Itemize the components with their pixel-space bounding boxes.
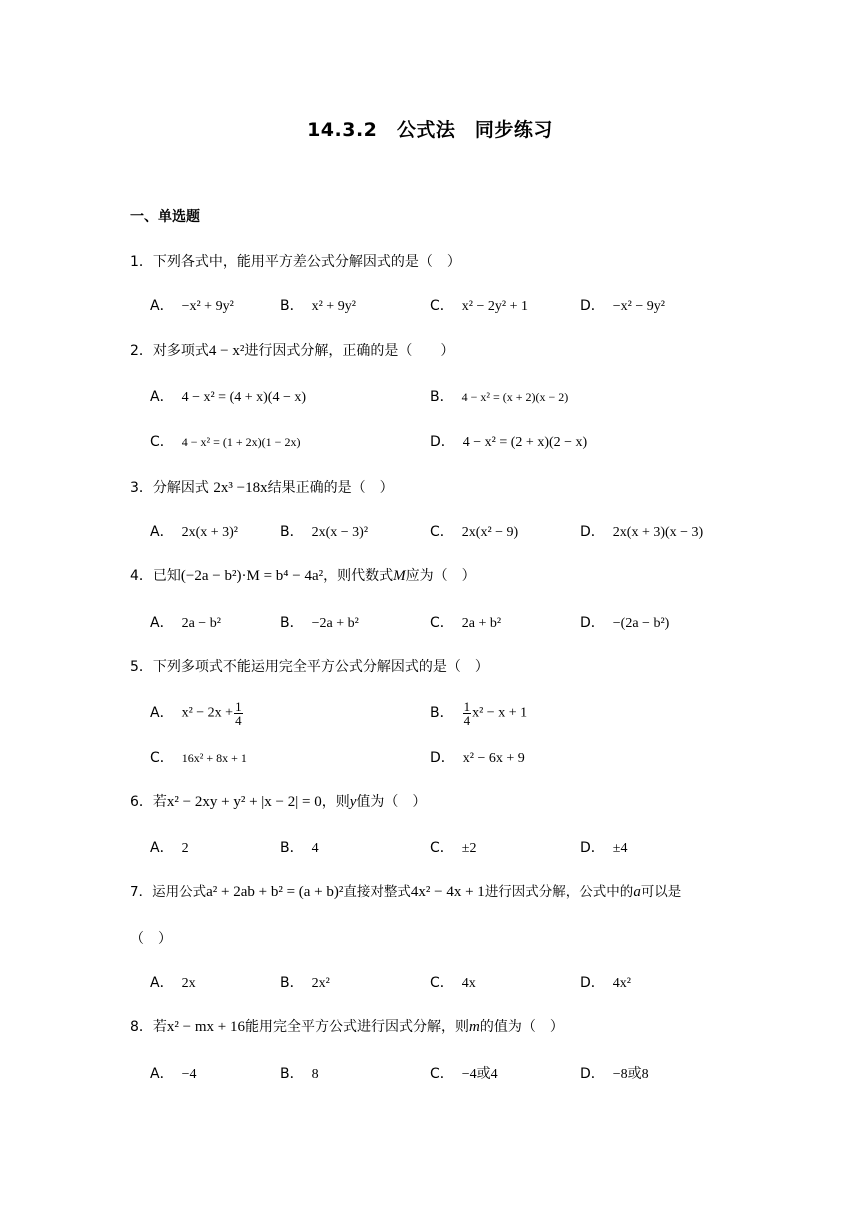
q3-option-a[interactable]: A． 2x(x + 3)² — [150, 524, 238, 540]
q6-option-a[interactable]: A． 2 — [150, 840, 189, 856]
q3-stem-expression: 2x³ −18x — [213, 480, 268, 496]
q4-option-b[interactable]: B． −2a + b² — [280, 615, 359, 631]
q4-option-c-value: 2a + b² — [461, 616, 502, 631]
q3-option-a-value: 2x(x + 3)² — [181, 525, 238, 540]
q7-option-a[interactable]: A． 2x — [150, 975, 196, 991]
q3-option-b[interactable]: B． 2x(x − 3)² — [280, 524, 369, 540]
q6-option-b-value: 4 — [311, 841, 319, 856]
q8-option-b[interactable]: B． 8 — [280, 1066, 319, 1082]
page-title: 14.3.2 公式法 同步练习 — [307, 119, 553, 141]
q5-option-c-value: 16x² + 8x + 1 — [181, 751, 247, 765]
q7-option-b-value: 2x² — [311, 976, 330, 991]
question-5-stem: 5．下列多项式不能运用完全平方公式分解因式的是（ ） — [130, 659, 489, 675]
q2-option-a-value: 4 − x² = (4 + x)(4 − x) — [181, 390, 307, 405]
q6-option-a-value: 2 — [181, 841, 189, 856]
q7-option-a-value: 2x — [181, 976, 196, 991]
question-3-stem: 3．分解因式 2x³ −18x结果正确的是（ ） — [130, 480, 394, 496]
q1-option-a-value: −x² + 9y² — [181, 299, 234, 314]
q1-option-b-value: x² + 9y² — [311, 299, 356, 314]
q5-option-d[interactable]: D． x² − 6x + 9 — [430, 750, 525, 766]
q1-option-d-value: −x² − 9y² — [612, 299, 665, 314]
q3-option-d-value: 2x(x + 3)(x − 3) — [612, 525, 704, 540]
q1-option-d[interactable]: D． −x² − 9y² — [580, 298, 665, 314]
q5-option-a[interactable]: A． x² − 2x + $\frac{1}{4}$ — [150, 699, 242, 728]
q6-option-d-value: ±4 — [612, 841, 628, 856]
section-heading: 一、单选题 — [130, 209, 200, 225]
q4-option-a[interactable]: A． 2a − b² — [150, 615, 221, 631]
q3-option-b-value: 2x(x − 3)² — [311, 525, 369, 540]
q1-option-c[interactable]: C． x² − 2y² + 1 — [430, 298, 528, 314]
q2-option-a[interactable]: A． 4 − x² = (4 + x)(4 − x) — [150, 389, 307, 405]
q8-option-a-value: −4 — [181, 1067, 197, 1082]
q5-option-b[interactable]: B． $\frac{1}{4}$ x² − x + 1 — [430, 699, 528, 728]
q2-option-d-value: 4 − x² = (2 + x)(2 − x) — [462, 435, 588, 450]
q3-option-d[interactable]: D． 2x(x + 3)(x − 3) — [580, 524, 704, 540]
q7-option-d[interactable]: D． 4x² — [580, 975, 631, 991]
q8-option-b-value: 8 — [311, 1067, 319, 1082]
q7-option-c[interactable]: C． 4x — [430, 975, 476, 991]
q7-option-d-value: 4x² — [612, 976, 631, 991]
q2-option-b-value: 4 − x² = (x + 2)(x − 2) — [461, 390, 569, 404]
q2-option-d[interactable]: D． 4 − x² = (2 + x)(2 − x) — [430, 434, 588, 450]
q4-option-d[interactable]: D． −(2a − b²) — [580, 615, 670, 631]
q1-option-b[interactable]: B． x² + 9y² — [280, 298, 356, 314]
q2-option-b[interactable]: B． 4 − x² = (x + 2)(x − 2) — [430, 389, 569, 405]
q4-stem-expression: (−2a − b²)·M = b⁴ − 4a² — [180, 568, 324, 584]
q7-stem-expression-2: 4x² − 4x + 1 — [410, 884, 485, 900]
q7-option-b[interactable]: B． 2x² — [280, 975, 330, 991]
q3-option-c-value: 2x(x² − 9) — [461, 525, 519, 540]
q6-option-d[interactable]: D． ±4 — [580, 840, 628, 856]
q5-option-d-value: x² − 6x + 9 — [462, 751, 525, 766]
q8-option-c[interactable]: C． −4或4 — [430, 1066, 498, 1082]
q4-option-c[interactable]: C． 2a + b² — [430, 615, 502, 631]
q6-stem-expression: x² − 2xy + y² + |x − 2| = 0 — [166, 794, 322, 810]
q7-option-c-value: 4x — [461, 976, 476, 991]
q7-stem-expression: a² + 2ab + b² = (a + b)² — [206, 884, 344, 900]
q6-option-b[interactable]: B． 4 — [280, 840, 319, 856]
q5-option-a-value: x² − 2x + — [181, 705, 234, 721]
q2-option-c[interactable]: C． 4 − x² = (1 + 2x)(1 − 2x) — [150, 434, 301, 450]
q3-option-c[interactable]: C． 2x(x² − 9) — [430, 524, 519, 540]
q2-stem-expression: 4 − x² — [208, 343, 245, 359]
question-2-stem: 2．对多项式4 − x²进行因式分解，正确的是（ ） — [130, 343, 455, 359]
question-1-stem: 1．下列各式中，能用平方差公式分解因式的是（ ） — [130, 254, 461, 270]
question-7-stem: 7．运用公式a² + 2ab + b² = (a + b)²直接对整式4x² − 4x + 1进行因式分解，公式中的a可以是 — [130, 884, 682, 900]
q5-option-c[interactable]: C． 16x² + 8x + 1 — [150, 750, 247, 766]
q4-option-d-value: −(2a − b²) — [612, 616, 670, 631]
q8-option-a[interactable]: A． −4 — [150, 1066, 197, 1082]
q5-fraction: $\frac{1}{4}$ — [235, 699, 242, 728]
question-6-stem: 6．若x² − 2xy + y² + |x − 2| = 0，则y值为（ ） — [130, 794, 427, 810]
q4-option-a-value: 2a − b² — [181, 616, 221, 631]
question-4-stem: 4．已知(−2a − b²)·M = b⁴ − 4a²，则代数式M应为（ ） — [130, 568, 476, 584]
q8-option-c-value: −4或4 — [461, 1067, 498, 1082]
q1-option-a[interactable]: A． −x² + 9y² — [150, 298, 234, 314]
q8-stem-expression: x² − mx + 16 — [166, 1019, 246, 1035]
q5-fraction-b: $\frac{1}{4}$ — [463, 699, 471, 728]
q8-option-d-value: −8或8 — [612, 1067, 649, 1082]
q6-option-c[interactable]: C． ±2 — [430, 840, 477, 856]
q2-option-c-value: 4 − x² = (1 + 2x)(1 − 2x) — [181, 435, 301, 449]
q6-option-c-value: ±2 — [461, 841, 477, 856]
q4-option-b-value: −2a + b² — [311, 616, 359, 631]
q8-option-d[interactable]: D． −8或8 — [580, 1066, 649, 1082]
q1-option-c-value: x² − 2y² + 1 — [461, 299, 528, 314]
question-7-stem-line2: （ ） — [130, 931, 172, 947]
q5-option-b-value: x² − x + 1 — [472, 705, 528, 721]
question-8-stem: 8．若x² − mx + 16能用完全平方公式进行因式分解，则m的值为（ ） — [130, 1019, 564, 1035]
